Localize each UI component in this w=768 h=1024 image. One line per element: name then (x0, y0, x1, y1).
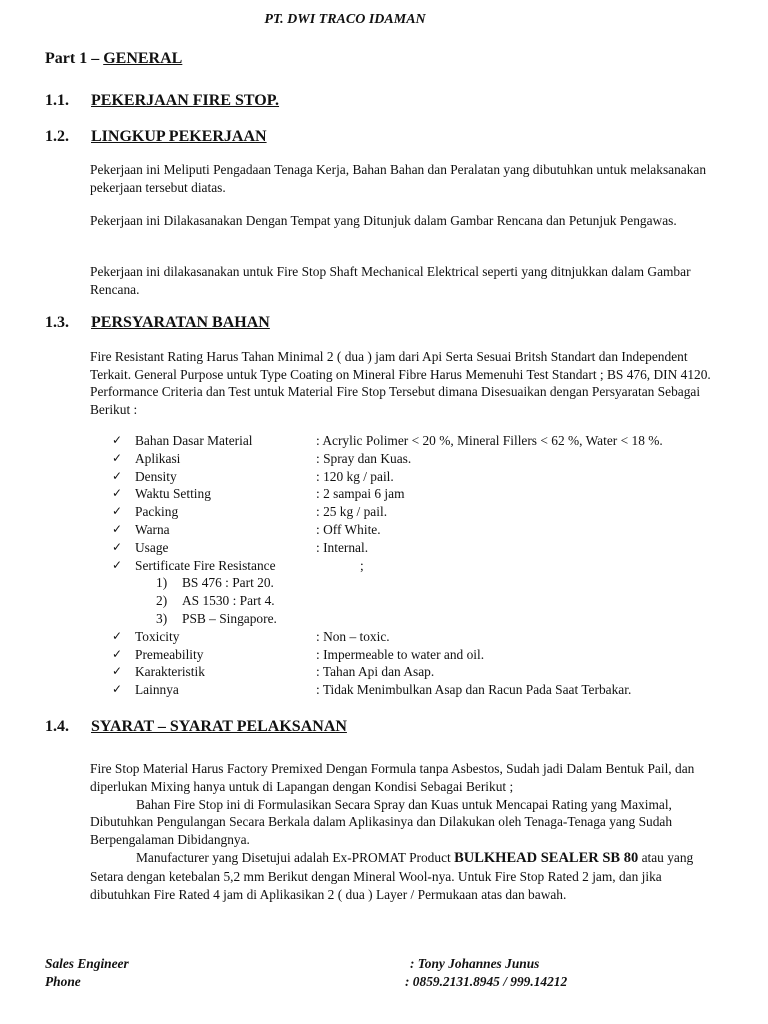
section-title: PERSYARATAN BAHAN (91, 314, 270, 331)
scope-paragraph: Pekerjaan ini Meliputi Pengadaan Tenaga Kerja, Bahan Bahan dan Peralatan yang dibutuhkan untuk melaksanakan pekerjaan tersebut diatas. (90, 162, 707, 195)
certificate-number: 1) (156, 575, 168, 591)
certificate-item (156, 610, 277, 628)
execution-text (90, 760, 715, 903)
spec-value: : Impermeable to water and oil. (316, 646, 485, 662)
execution-paragraph-3-pre: Manufacturer yang Disetujui adalah Ex-PROMAT Product (136, 849, 455, 865)
spec-value: : Non – toxic. (316, 628, 390, 644)
material-intro-paragraph: Fire Resistant Rating Harus Tahan Minimal 2 ( dua ) jam dari Api Serta Sesuai Britsh Standart dan Independent Terkait. General Purpose untuk Type Coating on Mineral Fibre Harus Memenuhi Test Standart ; BS 476, DIN 4120. Performance Criteria dan Test untuk Material Fire Stop Tersebut dimana Disesuaikan dengan Persyaratan Sebagai Berikut : (90, 349, 711, 417)
check-icon: ✓ (112, 539, 123, 554)
spec-label: Lainnya (135, 682, 179, 698)
section-heading-1-3 (45, 314, 270, 332)
spec-label: Packing (135, 504, 179, 520)
spec-row (112, 681, 732, 699)
certificate-row (112, 574, 732, 592)
spec-row (112, 557, 732, 575)
certificate-text: BS 476 : Part 20. (182, 575, 274, 591)
certificate-text: PSB – Singapore. (182, 610, 277, 626)
check-icon: ✓ (112, 646, 123, 661)
spec-label: Premeability (135, 646, 204, 662)
execution-paragraph-3 (90, 849, 715, 903)
spec-row (112, 663, 732, 681)
spec-label: Karakteristik (135, 664, 205, 680)
spec-row (112, 468, 732, 486)
spec-value: : 2 sampai 6 jam (316, 486, 405, 502)
spec-value: : Internal. (316, 539, 369, 555)
spec-value: : Off White. (316, 521, 381, 537)
certificate-text: AS 1530 : Part 4. (182, 593, 275, 609)
section-heading-1-1 (45, 92, 279, 110)
spec-row (112, 646, 732, 664)
footer-phone-row (45, 974, 645, 990)
spec-row (112, 521, 732, 539)
spec-row (112, 432, 732, 450)
spec-row (112, 450, 732, 468)
section-heading-1-2 (45, 128, 267, 146)
part-heading (45, 50, 182, 68)
check-icon: ✓ (112, 682, 123, 697)
check-icon: ✓ (112, 628, 123, 643)
check-icon: ✓ (112, 521, 123, 536)
certificate-row (112, 610, 732, 628)
execution-paragraph-3-post: atau yang Setara dengan ketebalan 5,2 mm Berikut dengan Mineral Wool-nya. Untuk Fire Stop Rated 2 jam, dan jika dibutuhkan Fire Rated 4 jam di Aplikasikan 2 ( dua ) Layer / Permukaan atas dan bawah. (90, 849, 694, 902)
spec-label: Aplikasi (135, 450, 181, 466)
spec-label: Bahan Dasar Material (135, 433, 253, 448)
spec-list (112, 432, 732, 699)
phone-label: Phone (45, 974, 81, 989)
spec-row (112, 485, 732, 503)
section-title: PEKERJAAN FIRE STOP. (91, 92, 280, 109)
spec-row (112, 503, 732, 521)
section-title: LINGKUP PEKERJAAN (91, 128, 267, 145)
check-icon: ✓ (112, 450, 123, 465)
check-icon: ✓ (112, 433, 123, 447)
spec-value: : 120 kg / pail. (316, 468, 394, 484)
spec-value: : Tahan Api dan Asap. (316, 664, 435, 680)
company-header: PT. DWI TRACO IDAMAN (264, 12, 426, 27)
scope-paragraph: Pekerjaan ini dilakasanakan untuk Fire Stop Shaft Mechanical Elektrical seperti yang ditnjukkan dalam Gambar Rencana. (90, 264, 691, 297)
spec-label: Toxicity (135, 628, 180, 644)
spec-value: : 25 kg / pail. (316, 504, 388, 520)
part-prefix: Part 1 – (45, 50, 104, 67)
spec-value: : Spray dan Kuas. (316, 450, 412, 466)
spec-value: ; (360, 557, 364, 573)
check-icon: ✓ (112, 486, 123, 501)
phone-value: : 0859.2131.8945 / 999.14212 (405, 974, 568, 989)
sales-engineer-label: Sales Engineer (45, 956, 129, 971)
spec-row (112, 539, 732, 557)
product-name: BULKHEAD SEALER SB 80 (454, 849, 639, 866)
section-number: 1.1. (45, 92, 69, 109)
check-icon: ✓ (112, 664, 123, 679)
spec-label: Density (135, 468, 177, 484)
certificate-row (112, 592, 732, 610)
part-title: GENERAL (103, 50, 183, 67)
spec-label: Waktu Setting (135, 486, 211, 502)
spec-value: : Tidak Menimbulkan Asap dan Racun Pada Saat Terbakar. (316, 682, 632, 698)
section-number: 1.4. (45, 718, 69, 735)
footer-sales-row (45, 956, 645, 972)
spec-label: Warna (135, 521, 170, 537)
spec-label: Usage (135, 539, 169, 555)
sales-engineer-value: : Tony Johannes Junus (410, 956, 540, 971)
check-icon: ✓ (112, 504, 123, 519)
certificate-item (156, 574, 274, 592)
spec-row (112, 628, 732, 646)
section-heading-1-4 (45, 718, 347, 736)
check-icon: ✓ (112, 557, 123, 572)
section-title: SYARAT – SYARAT PELAKSANAN (91, 718, 347, 735)
certificate-number: 3) (156, 610, 168, 626)
execution-paragraph-2: Bahan Fire Stop ini di Formulasikan Secara Spray dan Kuas untuk Mencapai Rating yang Maximal, Dibutuhkan Pengulangan Secara Berkala dalam Aplikasinya dan Dilakukan oleh Tenaga-Tenaga yang Sudah Berpengalaman Dibidangnya. (90, 796, 673, 848)
section-number: 1.3. (45, 314, 69, 331)
certificate-number: 2) (156, 593, 168, 609)
spec-value: : Acrylic Polimer < 20 %, Mineral Fillers < 62 %, Water < 18 %. (316, 433, 663, 448)
section-number: 1.2. (45, 128, 69, 145)
spec-label: Sertificate Fire Resistance (135, 557, 276, 573)
execution-paragraph-1: Fire Stop Material Harus Factory Premixed Dengan Formula tanpa Asbestos, Sudah jadi Dalam Bentuk Pail, dan diperlukan Mixing hanya untuk di Lapangan dengan Kondisi Sebagai Berikut ; (90, 761, 695, 794)
scope-paragraph: Pekerjaan ini Dilakasanakan Dengan Tempat yang Ditunjuk dalam Gambar Rencana dan Petunjuk Pengawas. (90, 213, 677, 228)
check-icon: ✓ (112, 468, 123, 483)
certificate-item (156, 592, 275, 610)
